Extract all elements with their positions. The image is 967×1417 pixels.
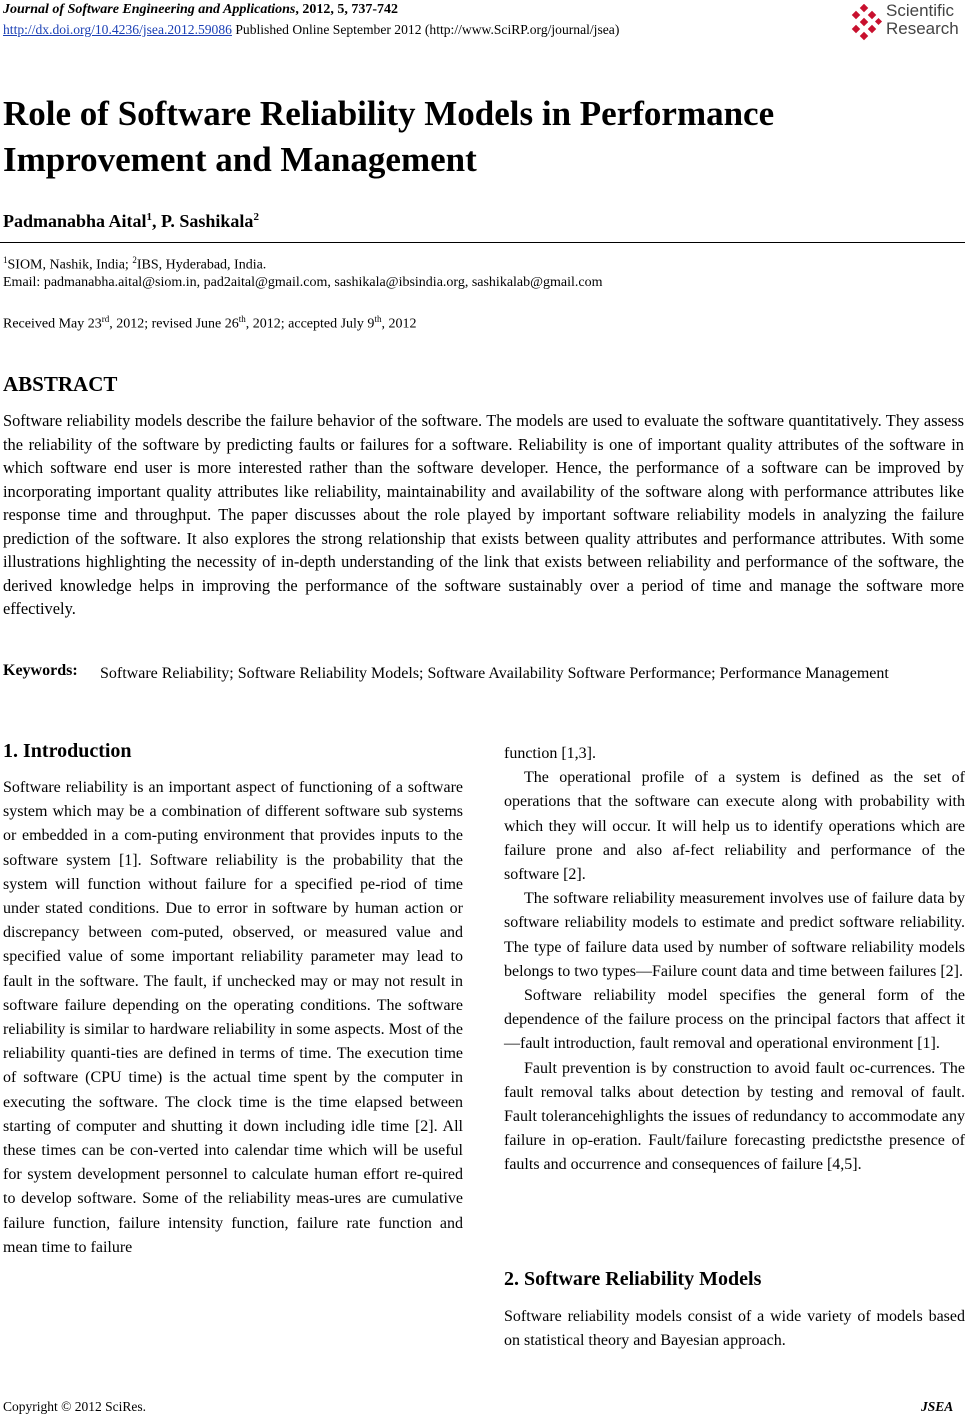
scirp-logo-icon [846,4,884,42]
publisher-logo [846,2,967,42]
paragraph: Software reliability model specifies the general form of the dependence of the failure process on the principal factors that affect it—fault introduction, fault removal and operational environment [1]. [504,987,965,1053]
volume-info: , 2012, 5, 737-742 [295,2,399,17]
publisher-name: Scientific Research [886,1,959,38]
header-divider [0,242,965,243]
journal-header [3,2,398,18]
section-2-heading: 2. Software Reliability Models [504,1268,762,1290]
copyright-footer: Copyright © 2012 SciRes. [3,1399,147,1414]
right-column [504,742,965,1178]
abstract-heading: ABSTRACT [3,372,118,396]
paragraph: The software reliability measurement involves use of failure data by software reliability models to estimate and predict software reliability. The type of failure data used by number of software reliability models belongs to two types—Failure count data and time between failures [2]. [504,890,965,980]
keywords-label: Keywords: [3,662,78,679]
received-dates: Received May 23rd, 2012; revised June 26th, 2012; accepted July 9th, 2012 [3,314,417,332]
keywords-text: Software Reliability; Software Reliability Models; Software Availability Software Performance; Performance Management [100,665,889,682]
doi-link[interactable]: http://dx.doi.org/10.4236/jsea.2012.59086 [3,22,232,37]
abstract-text: Software reliability models describe the failure behavior of the software. The models are used to evaluate the software quantitatively. They assess the reliability of the software by predicting faults or failures for a software. Reliability is one of important quality attributes of the software in which software end user is more interested rather than the software developer. Hence, the performance of a software can be improved by incorporating important quality attributes like reliability, maintainability and availability of the software along with performance attributes like response time and throughput. The paper discusses about the role played by important software reliability models in analyzing the failure prediction of the software. It also explores the strong relationship that exists between quality attributes and performance attributes. With some illustrations highlighting the necessity of in-depth understanding of the link that exists between reliability and performance of the software, the derived knowledge helps in improving the performance of the software sustainably over a period of time and manage the software more effectively. [3,411,964,618]
authors: Padmanabha Aital$^1$, P. Sashikala$^2$ [3,211,259,231]
section-2-text: Software reliability models consist of a wide variety of models based on statistical theory and Bayesian approach. [504,1308,965,1350]
published-text: Published Online September 2012 (http://www.SciRP.org/journal/jsea) [231,22,620,37]
section-1-heading: 1. Introduction [3,740,132,762]
section-1-left-column: Software reliability is an important aspect of functioning of a software system which may be a combination of different software sub systems or embedded in a com-puting environment that provides inputs to the software system [1]. Software reliability is the probability that the system will function without failure for a specified pe-riod of time under stated conditions. Due to error in software by human action or discrepancy between com-puted, observed, or measured value and specified value of some important reliability parameter may lead to fault in the software. The fault, if unchecked may or may not result in software failure depending on the operating conditions. The software reliability is similar to hardware reliability in some aspects. Most of the reliability quanti-ties are defined in terms of time. The execution time of software (CPU time) is the actual time spent by the computer in executing the software. The clock time is the time elapsed between starting of computer and shutting it down including idle time [2]. All these times can be con-verted into calendar time which will be useful for system development personnel to calculate human effort re-quired to develop software. Some of the reliability meas-ures are cumulative failure function, failure intensity function, failure rate function and mean time to failure [3,779,463,1256]
affiliations: $^1$SIOM, Nashik, India; $^2$IBS, Hyderabad, India. [3,255,267,273]
paragraph: The operational profile of a system is defined as the set of operations that the software can execute along with probability with which they will occur. It will help us to identify operations which are failure prone and also af-fect reliability and performance of the software [2]. [504,769,965,884]
paragraph: function [1,3]. [504,745,596,762]
paper-title: Role of Software Reliability Models in Performance Improvement and Management [3,94,775,179]
doi-line [3,22,619,38]
paragraph: Fault prevention is by construction to avoid fault oc-currences. The fault removal talks about detection by testing and removal of fault. Fault tolerancehighlights the issues of redundancy to accommodate any failure in op-eration. Fault/failure forecasting predictsthe presence of faults and occurrence and consequences of failure [4,5]. [504,1059,965,1174]
journal-abbreviation: JSEA [921,1399,954,1414]
email-line: Email: padmanabha.aital@siom.in, pad2aital@gmail.com, sashikala@ibsindia.org, sashikalab@gmail.com [3,275,603,290]
journal-name: Journal of Software Engineering and Applications [3,2,296,17]
